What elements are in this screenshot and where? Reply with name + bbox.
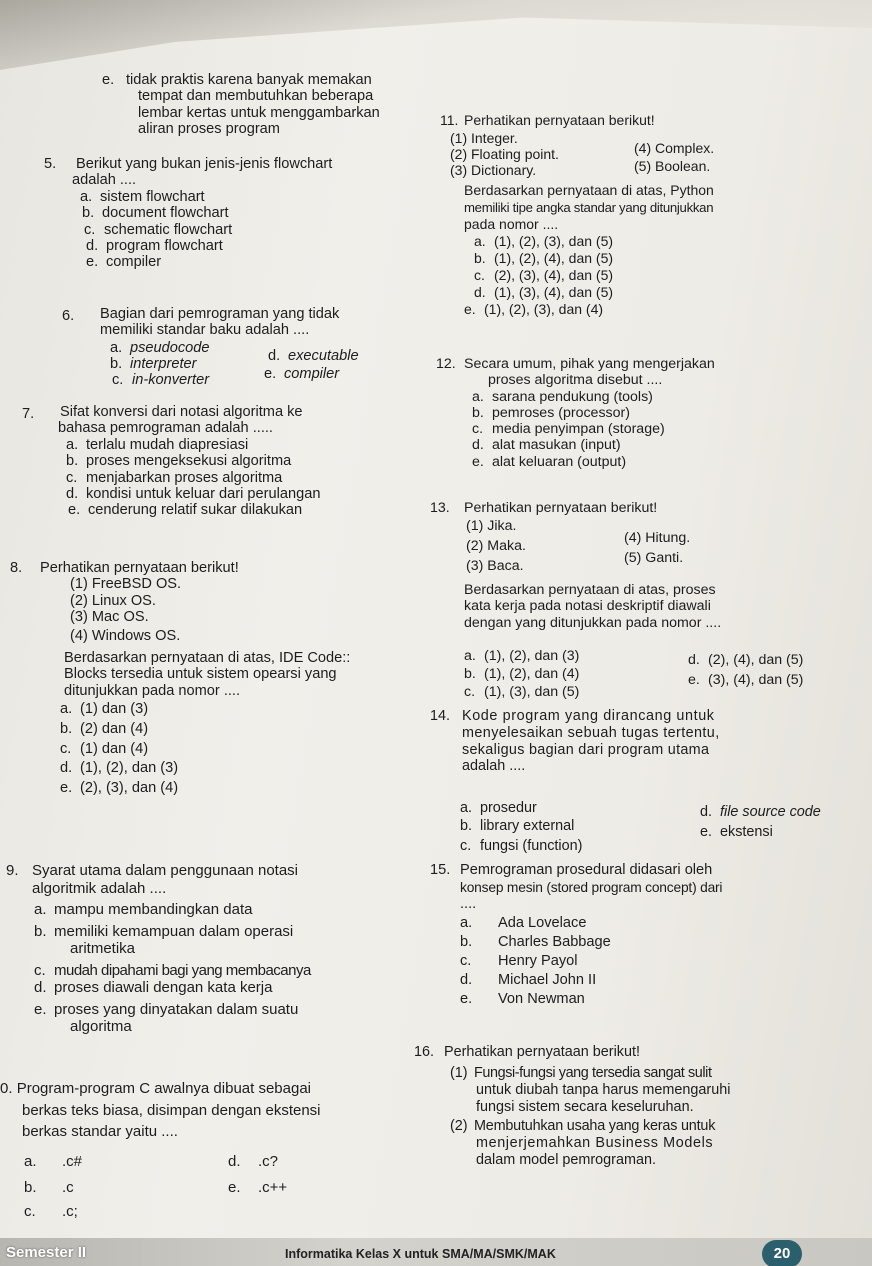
option-label: b.: [474, 250, 486, 266]
statement-line: Membutuhkan usaha yang keras untuk: [474, 1118, 716, 1134]
option-text: (1), (2), dan (3): [80, 760, 179, 777]
question-number: 7.: [22, 406, 35, 422]
option-text: Ada Lovelace: [498, 915, 587, 931]
option-label: d.: [700, 804, 713, 820]
question-stem: ditunjukkan pada nomor ....: [64, 682, 241, 699]
question-8: [10, 560, 426, 796]
option-label: e.: [102, 72, 115, 88]
option-label: c.: [474, 267, 485, 283]
question-11-body: [454, 182, 872, 318]
question-14: [430, 708, 870, 775]
option-text: (1) dan (4): [80, 741, 149, 758]
option-text: compiler: [284, 366, 340, 382]
option-label: d.: [460, 972, 473, 988]
option-text: (1), (2), (3), dan (5): [494, 233, 614, 249]
option-label: b.: [460, 818, 473, 834]
option-label: c.: [60, 741, 72, 758]
option-text: (2), (4), dan (5): [708, 652, 804, 668]
question-stem: konsep mesin (stored program concept) dari: [460, 880, 723, 895]
question-stem: algoritmik adalah ....: [32, 879, 167, 897]
question-6: [62, 306, 426, 339]
question-stem: berkas teks biasa, disimpan dengan ekstensi: [22, 1101, 321, 1119]
option-label: a.: [110, 340, 123, 356]
option-6a: [110, 340, 210, 356]
option-label: d.: [86, 238, 99, 255]
option-label: a.: [60, 701, 73, 718]
question-stem: Blocks tersedia untuk sistem opearsi yang: [64, 666, 337, 683]
book-title: Informatika Kelas X untuk SMA/MA/SMK/MAK: [285, 1247, 556, 1261]
option-text: .c;: [62, 1203, 78, 1220]
statement-item: (3) Mac OS.: [70, 609, 149, 626]
question-number: 11.: [440, 112, 459, 128]
option-label: e.: [264, 366, 277, 382]
question-stem: Perhatikan pernyataan berikut!: [464, 500, 658, 516]
option-label: a.: [472, 388, 484, 405]
option-14e: [700, 824, 773, 840]
option-label: c.: [24, 1203, 36, 1220]
option-label: a.: [24, 1153, 37, 1170]
option-label: e.: [60, 779, 73, 796]
option-label: b.: [82, 205, 95, 222]
option-line: tempat dan membutuhkan beberapa: [138, 88, 374, 105]
option-line: lembar kertas untuk menggambarkan: [138, 104, 380, 121]
question-number: 14.: [430, 708, 451, 724]
option-text: pemroses (processor): [492, 404, 630, 421]
statement-item: (1) Integer.: [450, 130, 518, 146]
option-text: interpreter: [130, 356, 197, 372]
option-text: in-konverter: [132, 372, 210, 388]
option-text: alat keluaran (output): [492, 453, 627, 470]
option-label: d.: [34, 979, 47, 996]
option-13e: [688, 672, 803, 688]
option-text: proses diawali dengan kata kerja: [54, 979, 273, 996]
option-6e: [264, 366, 339, 382]
question-11: [430, 112, 870, 128]
question-4-option-e: [102, 72, 380, 138]
statement-item: (1) FreeBSD OS.: [70, 576, 182, 593]
option-label: e.: [472, 453, 484, 470]
question-stem: pada nomor ....: [464, 216, 559, 232]
option-label: d.: [474, 284, 486, 300]
option-text: aritmetika: [70, 940, 136, 957]
option-10c: [24, 1204, 78, 1220]
question-stem: Perhatikan pernyataan berikut!: [464, 112, 655, 128]
option-text: proses mengeksekusi algoritma: [86, 453, 292, 470]
option-label: b.: [460, 934, 473, 950]
question-number: 5.: [44, 156, 57, 172]
page-footer: [0, 1238, 872, 1266]
option-label: c.: [66, 469, 78, 486]
option-label: b.: [60, 720, 73, 737]
question-stem: Perhatikan pernyataan berikut!: [444, 1044, 640, 1060]
option-label: d.: [688, 652, 700, 668]
question-stem: Berikut yang bukan jenis-jenis flowchart: [76, 156, 333, 172]
question-stem: Sifat konversi dari notasi algoritma ke: [60, 404, 303, 420]
option-6c: [112, 372, 209, 388]
question-stem: Kode program yang dirancang untuk: [462, 708, 715, 724]
option-label: b.: [472, 404, 484, 421]
question-stem: Program-program C awalnya dibuat sebagai: [16, 1080, 312, 1097]
question-stem: dengan yang ditunjukkan pada nomor ....: [464, 614, 722, 631]
option-13b: [464, 666, 579, 682]
option-label: c.: [112, 372, 124, 388]
option-label: a.: [34, 901, 47, 918]
question-number: 8.: [10, 560, 23, 576]
statement-item: (4) Complex.: [634, 140, 715, 156]
option-14c: [460, 838, 582, 854]
statement-item: (4) Windows OS.: [70, 627, 181, 644]
option-text: (1) dan (3): [80, 701, 149, 718]
question-number: 16.: [414, 1044, 435, 1060]
option-label: a.: [474, 233, 486, 249]
question-stem: Berdasarkan pernyataan di atas, proses: [464, 582, 716, 598]
option-label: d.: [60, 760, 73, 777]
option-line: tidak praktis karena banyak memakan: [126, 72, 372, 88]
option-label: d.: [268, 348, 281, 364]
option-text: .c#: [62, 1153, 83, 1170]
statement-item: (4) Hitung.: [624, 530, 691, 546]
question-stem: memiliki tipe angka standar yang ditunjukkan: [464, 200, 714, 215]
option-text: mudah dipahami bagi yang membacanya: [54, 961, 311, 979]
question-number: 12.: [436, 356, 456, 372]
option-label: b.: [110, 356, 123, 372]
option-text: .c++: [258, 1179, 288, 1196]
option-label: c.: [460, 953, 472, 969]
question-15: [430, 862, 870, 1008]
option-text: cenderung relatif sukar dilakukan: [88, 502, 303, 519]
option-text: (1), (2), dan (4): [484, 666, 580, 682]
statement-line: dalam model pemrograman.: [476, 1152, 656, 1168]
option-text: fungsi (function): [480, 838, 583, 854]
question-stem: memiliki standar baku adalah ....: [100, 322, 310, 339]
option-label: d.: [228, 1153, 241, 1170]
question-7: [22, 404, 426, 519]
statement-line: Fungsi-fungsi yang tersedia sangat sulit: [474, 1065, 712, 1081]
option-label: c.: [84, 221, 96, 238]
statement-item: (2) Floating point.: [450, 146, 559, 162]
option-text: (2), (3), dan (4): [80, 779, 179, 796]
option-text: library external: [480, 818, 575, 834]
question-stem: Bagian dari pemrograman yang tidak: [100, 306, 340, 322]
option-label: b.: [34, 922, 47, 940]
question-16: [414, 1044, 866, 1169]
option-text: executable: [288, 348, 359, 364]
statement-item: (1) Jika.: [466, 518, 517, 534]
question-stem: Pemrograman prosedural didasari oleh: [460, 862, 713, 878]
option-line: aliran proses program: [138, 121, 280, 138]
option-label: e.: [228, 1179, 241, 1196]
question-stem: adalah ....: [72, 172, 137, 189]
question-stem: sekaligus bagian dari program utama: [462, 741, 710, 758]
option-text: file source code: [720, 804, 821, 820]
option-label: c.: [472, 421, 484, 438]
question-stem: menyelesaikan sebuah tugas tertentu,: [462, 724, 720, 741]
option-text: schematic flowchart: [104, 221, 233, 238]
option-text: .c?: [258, 1153, 279, 1170]
question-stem: Perhatikan pernyataan berikut!: [40, 560, 239, 576]
option-label: b.: [464, 666, 476, 682]
option-label: b.: [24, 1179, 37, 1196]
question-stem: Syarat utama dalam penggunaan notasi: [32, 862, 299, 879]
option-text: Von Newman: [498, 991, 585, 1007]
question-stem: berkas standar yaitu ....: [22, 1123, 178, 1140]
page-number: 20: [762, 1240, 802, 1266]
option-text: sistem flowchart: [100, 188, 205, 205]
option-13c: [464, 684, 579, 700]
option-text: Charles Babbage: [498, 934, 611, 950]
left-column: [0, 0, 430, 1266]
option-label: a.: [66, 436, 79, 453]
option-text: menjabarkan proses algoritma: [86, 469, 283, 486]
statement-line: untuk diubah tanpa harus memengaruhi: [476, 1082, 731, 1098]
statement-line: fungsi sistem secara keseluruhan.: [476, 1099, 694, 1115]
option-text: algoritma: [70, 1018, 132, 1035]
option-label: a.: [460, 915, 473, 931]
statement-item: (5) Ganti.: [624, 550, 684, 566]
option-text: (1), (2), (4), dan (5): [494, 250, 614, 266]
question-stem: bahasa pemrograman adalah .....: [58, 420, 273, 437]
option-text: compiler: [106, 254, 162, 271]
option-label: b.: [66, 453, 79, 470]
option-14b: [460, 818, 574, 834]
statement-item: (2) Linux OS.: [70, 592, 156, 609]
question-stem: proses algoritma disebut ....: [488, 372, 663, 389]
option-text: (1), (3), (4), dan (5): [494, 284, 614, 300]
option-text: Michael John II: [498, 972, 597, 988]
option-text: (1), (2), (3), dan (4): [484, 301, 604, 317]
option-text: prosedur: [480, 800, 537, 816]
option-text: mampu membandingkan data: [54, 901, 253, 918]
option-text: (2), (3), (4), dan (5): [494, 267, 614, 283]
statement-item: (2) Maka.: [466, 538, 526, 554]
statement-number: (2): [450, 1118, 468, 1134]
option-text: media penyimpan (storage): [492, 421, 665, 438]
statement-item: (3) Baca.: [466, 558, 524, 574]
question-9: [6, 862, 426, 1036]
question-13-body: [464, 582, 872, 631]
option-10b: [24, 1180, 74, 1196]
option-label: e.: [86, 254, 99, 271]
option-text: proses yang dinyatakan dalam suatu: [54, 1000, 299, 1018]
option-10e: [228, 1180, 287, 1196]
question-stem: Berdasarkan pernyataan di atas, IDE Code::: [64, 650, 351, 667]
option-text: program flowchart: [106, 238, 223, 255]
option-label: a.: [80, 188, 93, 205]
statement-item: (3) Dictionary.: [450, 162, 537, 178]
statement-number: (1): [450, 1065, 468, 1081]
question-10: [0, 1080, 430, 1141]
option-label: e.: [700, 824, 713, 840]
option-text: Henry Payol: [498, 953, 578, 969]
option-6d: [268, 348, 359, 364]
option-text: document flowchart: [102, 205, 229, 222]
option-label: e.: [34, 1000, 47, 1018]
option-text: alat masukan (input): [492, 437, 621, 454]
option-6b: [110, 356, 197, 372]
question-stem: Berdasarkan pernyataan di atas, Python: [464, 182, 714, 198]
statement-item: (5) Boolean.: [634, 158, 711, 174]
option-10d: [228, 1154, 278, 1170]
question-number: 6.: [62, 308, 75, 324]
option-label: e.: [688, 672, 700, 688]
option-label: c.: [460, 838, 472, 854]
question-13: [430, 500, 870, 516]
option-text: (2) dan (4): [80, 720, 149, 737]
option-label: e.: [464, 301, 476, 317]
option-text: .c: [62, 1179, 74, 1196]
question-stem: Secara umum, pihak yang mengerjakan: [464, 356, 715, 372]
option-label: a.: [460, 800, 473, 816]
option-text: ekstensi: [720, 824, 773, 840]
option-text: (1), (2), dan (3): [484, 648, 580, 664]
option-label: c.: [464, 684, 476, 700]
option-label: d.: [472, 437, 484, 454]
question-12: [430, 356, 870, 470]
option-10a: [24, 1154, 82, 1170]
option-text: (3), (4), dan (5): [708, 672, 804, 688]
semester-label: Semester II: [6, 1244, 87, 1261]
option-13a: [464, 648, 579, 664]
option-text: sarana pendukung (tools): [492, 388, 653, 405]
statement-line: menjerjemahkan Business Models: [476, 1135, 714, 1151]
option-13d: [688, 652, 803, 668]
question-stem: ....: [460, 896, 477, 912]
option-label: e.: [68, 502, 81, 519]
question-stem: adalah ....: [462, 758, 526, 775]
option-label: e.: [460, 991, 473, 1007]
question-5: [44, 156, 426, 271]
option-text: memiliki kemampuan dalam operasi: [54, 922, 294, 940]
option-label: c.: [34, 961, 46, 979]
question-number: 0.: [0, 1080, 13, 1097]
question-number: 9.: [6, 862, 19, 879]
option-text: pseudocode: [130, 340, 210, 356]
option-text: (1), (3), dan (5): [484, 684, 580, 700]
option-label: d.: [66, 486, 79, 503]
question-number: 13.: [430, 500, 450, 516]
option-label: a.: [464, 648, 476, 664]
question-number: 15.: [430, 862, 451, 878]
option-text: kondisi untuk keluar dari perulangan: [86, 486, 321, 503]
option-14d: [700, 804, 821, 820]
question-stem: kata kerja pada notasi deskriptif diawali: [464, 598, 711, 615]
option-14a: [460, 800, 537, 816]
option-text: terlalu mudah diapresiasi: [86, 436, 249, 453]
